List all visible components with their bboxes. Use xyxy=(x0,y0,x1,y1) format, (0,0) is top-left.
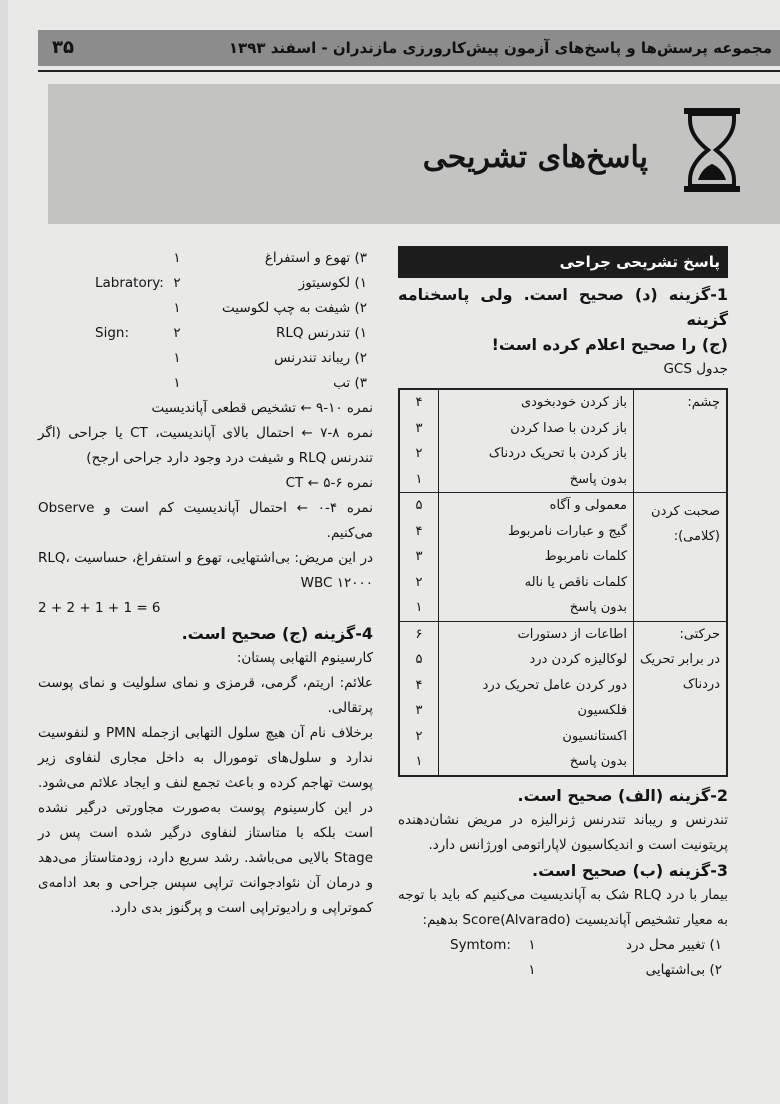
q4-text: برخلاف نام آن هیچ سلول التهابی ازجمله PMN و لنفوسیت ندارد و سلول‌های تومورال به داخل مجاری لنفاوی زیر پوست تهاجم کرده و باعث تجمع لنف و ایجاد علائم می‌شود. در این کارسینوم پوست به‌صورت مجاورتی درگیر نشده است بلکه با متاستاز لنفاوی درگیر شده است پس در Stage بالایی می‌باشد. رشد سریع دارد، زودمتاستاز می‌دهد و درمان آن نئوادجوانت تراپی سپس جراحی و بعد ادامه‌ی کموتراپی و رادیوتراپی است و پرگنوز بدی دارد. xyxy=(38,725,373,916)
gcs-score: ۴ xyxy=(415,677,423,693)
lab-row xyxy=(38,271,373,296)
score-item-desc: ۱) لکوسیتوز xyxy=(298,275,367,291)
gcs-item: باز کردن با صدا کردن xyxy=(510,420,628,436)
gcs-category: صحبت کردن xyxy=(651,504,720,519)
score-item-value: ۱ xyxy=(173,350,181,366)
gcs-item: باز کردن خودبخودی xyxy=(520,395,628,410)
gcs-item: فلکسیون xyxy=(577,703,628,718)
gcs-table xyxy=(398,388,728,777)
q4-subtitle: کارسینوم التهابی پستان: xyxy=(236,650,373,666)
score-item-desc: ۲) شیفت به چپ لکوسیت xyxy=(222,300,367,316)
score-item-value: ۱ xyxy=(528,936,536,953)
right-column xyxy=(398,246,728,983)
gcs-item: بدون پاسخ xyxy=(569,754,628,769)
symptom-label: Symtom: xyxy=(450,936,511,953)
q4-title: 4-گزینه (ج) صحیح است. xyxy=(181,624,373,643)
gcs-score: ۱ xyxy=(415,600,423,615)
q3-text: بیمار با درد RLQ شک به آپاندیسیت می‌کنیم که باید با توجه به معیار تشخیص آپاندیسیت (Alvarado)Score بدهیم: xyxy=(398,886,729,928)
lab-row xyxy=(38,296,373,321)
gcs-score: ۱ xyxy=(415,754,423,769)
gcs-item: کلمات نامربوط xyxy=(544,549,628,564)
score-item-desc: ۳) تهوع و استفراغ xyxy=(264,250,367,266)
gcs-item: کلمات ناقص یا ناله xyxy=(524,574,628,590)
score-item-desc: ۱) تغییر محل درد xyxy=(626,936,722,953)
gcs-item: گیج و عبارات نامربوط xyxy=(508,523,628,539)
gcs-score: ۲ xyxy=(415,446,423,461)
section-bar: پاسخ تشریحی جراحی xyxy=(398,246,728,278)
gcs-item: اکستانسیون xyxy=(562,728,628,744)
gcs-item: اطاعات از دستورات xyxy=(517,626,628,642)
gcs-score: ۲ xyxy=(415,574,423,590)
patient-note: در این مریض: بی‌اشتهایی، تهوع و استفراغ، حساسیت RLQ، WBC ۱۲۰۰۰ xyxy=(38,550,373,591)
gcs-category: در برابر تحریک xyxy=(640,651,720,667)
gcs-score: ۴ xyxy=(415,523,423,539)
sign-row xyxy=(38,346,373,371)
banner-title: پاسخ‌های تشریحی xyxy=(422,140,648,175)
gcs-score: ۳ xyxy=(415,420,423,436)
gcs-row-eye xyxy=(399,389,727,493)
q1-title: 1-گزینه (د) صحیح است. ولی پاسخنامه گزینه xyxy=(398,285,728,329)
gcs-score: ۳ xyxy=(415,549,423,564)
score-item-desc: ۱) تندرنس RLQ xyxy=(275,325,367,341)
score-interpretation: نمره ۱۰-۹ ← تشخیص قطعی آپاندیسیت xyxy=(151,400,373,416)
symptom-row xyxy=(398,958,728,983)
q4-signs: علائم: اریتم، گرمی، قرمزی و نمای سلولیت و نمای پوست پرتقالی. xyxy=(38,675,373,716)
q1-note: (ج) را صحیح اعلام کرده است! xyxy=(491,335,728,354)
gcs-item: معمولی و آگاه xyxy=(549,498,628,513)
q2-title: 2-گزینه (الف) صحیح است. xyxy=(517,785,728,805)
q3-title: 3-گزینه (ب) صحیح است. xyxy=(532,860,728,880)
left-column xyxy=(38,246,373,921)
score-interpretation: نمره ۸-۷ ← احتمال بالای آپاندیسیت، CT یا جراحی (اگر تندرنس RLQ و شیفت درد وجود دارد جراحی ارجح) xyxy=(38,425,373,466)
section-banner xyxy=(48,84,780,224)
book-page xyxy=(8,0,780,1104)
symptom-row xyxy=(398,933,728,958)
gcs-score: ۳ xyxy=(415,703,423,718)
gcs-score: ۱ xyxy=(415,471,423,487)
symptom-row xyxy=(38,246,373,271)
gcs-row-motor xyxy=(399,621,727,776)
page-header xyxy=(38,30,780,66)
score-sum: 2 + 2 + 1 + 1 = 6 xyxy=(38,600,161,616)
score-item-desc: ۳) تب xyxy=(333,375,367,391)
gcs-item: بدون پاسخ xyxy=(569,600,628,615)
gcs-caption: جدول GCS xyxy=(663,361,728,377)
header-title: مجموعه پرسش‌ها و پاسخ‌های آزمون پیش‌کارورزی مازندران - اسفند ۱۳۹۳ xyxy=(228,39,772,57)
hourglass-icon xyxy=(680,106,744,194)
gcs-item: باز کردن با تحریک دردناک xyxy=(488,446,628,461)
gcs-category: (کلامی): xyxy=(673,529,720,544)
gcs-score: ۶ xyxy=(415,626,423,642)
score-item-value: ۱ xyxy=(528,961,536,978)
gcs-score: ۵ xyxy=(415,498,423,513)
sign-label: Sign: xyxy=(95,325,129,341)
page-number: ۳۵ xyxy=(52,37,74,58)
header-rule xyxy=(38,70,780,72)
score-interpretation: نمره ۶-۵ ← CT xyxy=(285,475,373,491)
gcs-score: ۲ xyxy=(415,728,423,744)
gcs-item: بدون پاسخ xyxy=(569,471,628,487)
lab-label: Labratory: xyxy=(95,275,164,291)
score-item-value: ۱ xyxy=(173,300,181,316)
gcs-item: دور کردن عامل تحریک درد xyxy=(482,677,628,693)
gcs-score: ۵ xyxy=(415,652,423,667)
score-item-value: ۲ xyxy=(173,275,181,291)
q2-text: تندرنس و ریباند تندرنس ژنرالیزه در مریض نشان‌دهنده پریتونیت است و اندیکاسیون لاپاراتومی اورژانس دارد. xyxy=(398,811,728,853)
score-item-desc: ۲) ریباند تندرنس xyxy=(274,350,367,366)
score-item-value: ۲ xyxy=(173,325,181,341)
score-item-desc: ۲) بی‌اشتهایی xyxy=(645,961,722,978)
gcs-item: لوکالیزه کردن درد xyxy=(529,652,628,667)
sign-row xyxy=(38,321,373,346)
gcs-category: حرکتی: xyxy=(679,626,720,642)
score-item-value: ۱ xyxy=(173,250,181,266)
score-interpretation: نمره ۴-۰ ← احتمال آپاندیسیت کم است و Observe می‌کنیم. xyxy=(38,500,373,541)
score-item-value: ۱ xyxy=(173,375,181,391)
sign-row xyxy=(38,371,373,396)
gcs-row-verbal xyxy=(399,493,727,622)
gcs-score: ۴ xyxy=(415,395,423,410)
gcs-category: دردناک xyxy=(682,676,720,692)
gcs-category: چشم: xyxy=(687,395,720,410)
